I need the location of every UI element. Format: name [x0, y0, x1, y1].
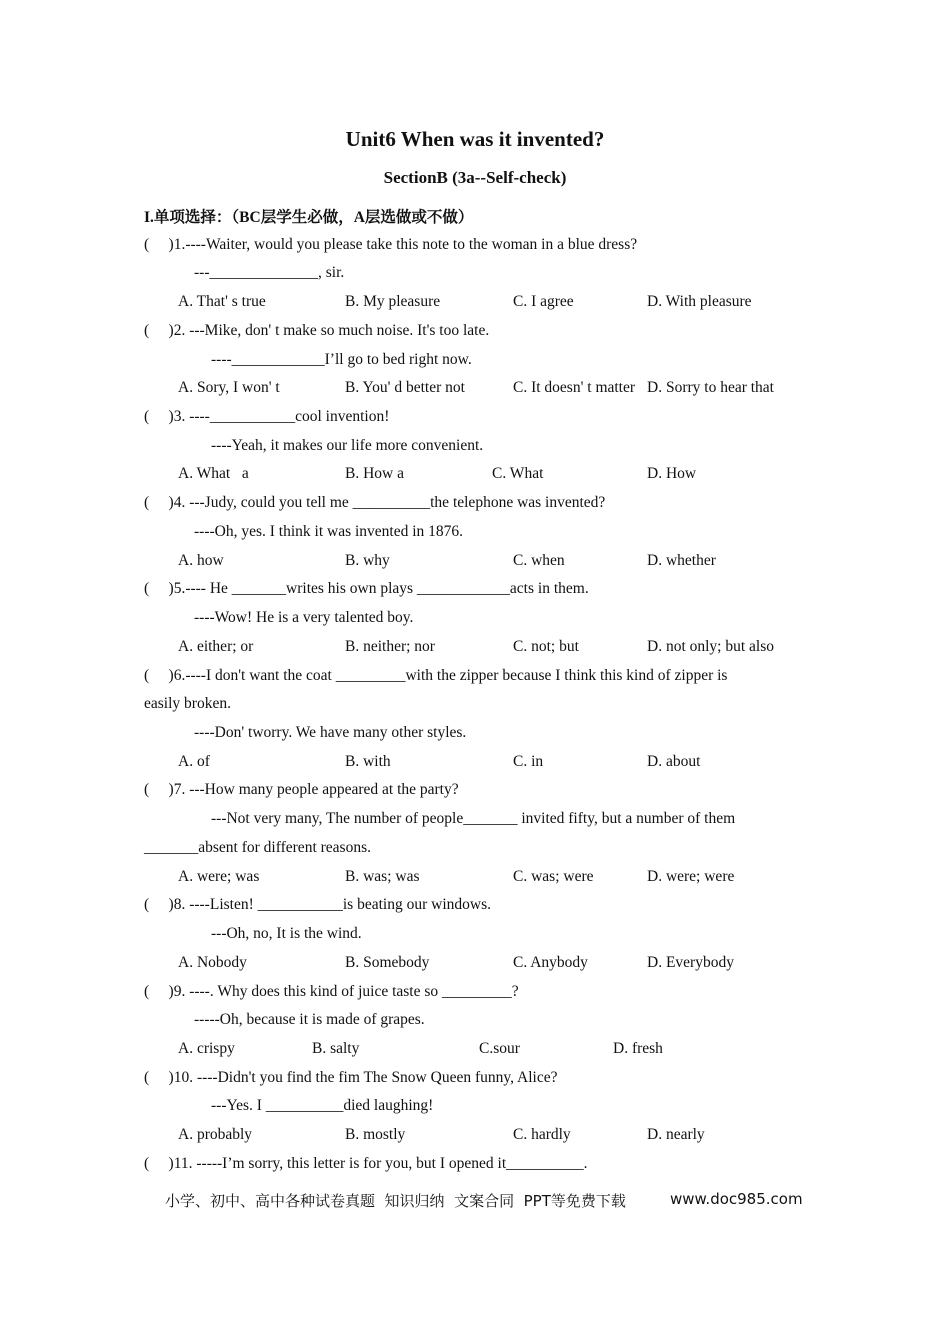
- question-3: ( )3. ----___________cool invention!: [144, 408, 390, 425]
- answer-line-10: ---Yes. I __________died laughing!: [211, 1097, 434, 1114]
- page-title: Unit6 When was it invented?: [345, 127, 605, 151]
- option-3c: C. What: [492, 465, 544, 482]
- question-9: ( )9. ----. Why does this kind of juice taste so _________?: [144, 983, 519, 1000]
- option-2c: C. It doesn' t matter: [513, 379, 636, 396]
- option-5b: B. neither; nor: [345, 638, 435, 655]
- question-4: ( )4. ---Judy, could you tell me __________the telephone was invented?: [144, 494, 606, 511]
- option-2a: A. Sory, I won' t: [178, 379, 280, 396]
- option-8a: A. Nobody: [178, 954, 247, 971]
- option-1a: A. That' s true: [178, 293, 266, 310]
- option-7a: A. were; was: [178, 868, 260, 885]
- page-subtitle: SectionB (3a--Self-check): [383, 168, 567, 187]
- option-5a: A. either; or: [178, 638, 254, 655]
- option-10d: D. nearly: [647, 1126, 705, 1143]
- answer-line-4: ----Oh, yes. I think it was invented in 1876.: [194, 523, 464, 540]
- option-2b: B. You' d better not: [345, 379, 465, 396]
- option-8d: D. Everybody: [647, 954, 734, 971]
- question-6-cont: easily broken.: [144, 695, 231, 712]
- option-3d: D. How: [647, 465, 697, 482]
- question-10: ( )10. ----Didn't you find the fim The Snow Queen funny, Alice?: [144, 1069, 558, 1086]
- answer-line-7-cont: _______absent for different reasons.: [144, 839, 371, 856]
- option-1c: C. I agree: [513, 293, 574, 310]
- option-10b: B. mostly: [345, 1126, 406, 1143]
- option-9c: C.sour: [479, 1040, 520, 1057]
- question-6: ( )6.----I don't want the coat _________with the zipper because I think this kind of zipper is: [144, 667, 728, 684]
- section-heading: I.单项选择：（BC层学生必做，A层选做或不做）: [144, 209, 474, 226]
- option-9a: A. crispy: [178, 1040, 235, 1057]
- footer-promo-text: 小学、初中、高中各种试卷真题 知识归纳 文案合同 PPT等免费下载: [165, 1192, 626, 1210]
- option-9d: D. fresh: [613, 1040, 663, 1057]
- question-11: ( )11. -----I’m sorry, this letter is for you, but I opened it__________.: [144, 1155, 588, 1172]
- question-2: ( )2. ---Mike, don' t make so much noise. It's too late.: [144, 322, 490, 339]
- option-8c: C. Anybody: [513, 954, 588, 971]
- option-6b: B. with: [345, 753, 391, 770]
- option-1b: B. My pleasure: [345, 293, 441, 310]
- answer-line-3: ----Yeah, it makes our life more convenient.: [211, 437, 484, 454]
- option-3a: A. What a: [178, 465, 249, 482]
- answer-line-7: ---Not very many, The number of people_______ invited fifty, but a number of them: [211, 810, 736, 827]
- option-4d: D. whether: [647, 552, 716, 569]
- answer-line-9: -----Oh, because it is made of grapes.: [194, 1011, 425, 1028]
- answer-line-6: ----Don' tworry. We have many other styles.: [194, 724, 467, 741]
- option-2d: D. Sorry to hear that: [647, 379, 774, 396]
- answer-line-2: ----____________I’ll go to bed right now.: [211, 351, 472, 368]
- option-5d: D. not only; but also: [647, 638, 775, 655]
- option-7b: B. was; was: [345, 868, 420, 885]
- question-5: ( )5.---- He _______writes his own plays ____________acts in them.: [144, 580, 589, 597]
- option-8b: B. Somebody: [345, 954, 430, 971]
- footer-link[interactable]: www.doc985.com: [670, 1190, 803, 1208]
- option-4b: B. why: [345, 552, 390, 569]
- option-10c: C. hardly: [513, 1126, 571, 1143]
- answer-line-1: ---______________, sir.: [194, 264, 345, 281]
- option-7c: C. was; were: [513, 868, 594, 885]
- option-3b: B. How a: [345, 465, 404, 482]
- question-7: ( )7. ---How many people appeared at the party?: [144, 781, 459, 798]
- answer-line-8: ---Oh, no, It is the wind.: [211, 925, 362, 942]
- option-4a: A. how: [178, 552, 224, 569]
- option-6d: D. about: [647, 753, 701, 770]
- option-6c: C. in: [513, 753, 544, 770]
- option-5c: C. not; but: [513, 638, 579, 655]
- option-6a: A. of: [178, 753, 210, 770]
- option-9b: B. salty: [312, 1040, 360, 1057]
- option-1d: D. With pleasure: [647, 293, 752, 310]
- question-1: ( )1.----Waiter, would you please take this note to the woman in a blue dress?: [144, 236, 638, 253]
- option-10a: A. probably: [178, 1126, 253, 1143]
- answer-line-5: ----Wow! He is a very talented boy.: [194, 609, 414, 626]
- question-8: ( )8. ----Listen! ___________is beating our windows.: [144, 896, 491, 913]
- option-7d: D. were; were: [647, 868, 735, 885]
- option-4c: C. when: [513, 552, 565, 569]
